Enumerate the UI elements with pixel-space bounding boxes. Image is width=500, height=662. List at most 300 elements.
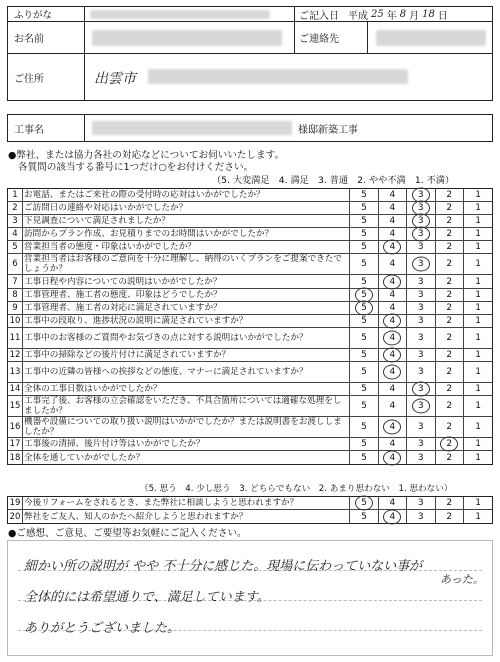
comments-heading: ●ご感想、ご意見、ご要望等お気軽にご記入ください。: [8, 528, 247, 539]
score-option-4[interactable]: [378, 328, 407, 348]
score-label: 4: [389, 203, 396, 214]
score-label: 1: [475, 383, 481, 394]
score-label: 1: [475, 439, 481, 450]
redacted-contact: [376, 30, 486, 46]
score-option-5[interactable]: [350, 510, 379, 523]
score-label: 1: [475, 366, 481, 377]
score-label: 5: [361, 203, 367, 214]
question-text: 工事後の清掃、後片付け等はいかがでしたか？: [24, 438, 350, 450]
score-option-4[interactable]: [378, 396, 407, 416]
scale-legend: （5. 大変満足 4. 満足 3. 普通 2. やや不満 1. 不満）: [212, 175, 455, 186]
selected-circle-mark: [383, 450, 401, 465]
score-option-1[interactable]: [464, 417, 493, 437]
score-option-2[interactable]: [435, 189, 464, 201]
contact-label: ご連絡先: [294, 22, 368, 53]
score-option-2[interactable]: [435, 451, 464, 464]
question-number: 15: [8, 396, 23, 416]
section2-legend: （5. 思う 4. 少し思う 3. どちらでもない 2. あまり思わない 1. 思わない）: [140, 484, 453, 494]
score-option-5[interactable]: [350, 396, 379, 416]
score-label: 1: [475, 401, 481, 412]
score-option-5[interactable]: [350, 189, 379, 201]
score-option-5[interactable]: [350, 275, 379, 287]
score-label: 1: [475, 289, 481, 300]
score-option-1[interactable]: [464, 497, 493, 509]
score-label: 3: [417, 349, 424, 360]
score-option-3[interactable]: [407, 228, 436, 240]
score-label: 3: [417, 276, 424, 287]
score-label: 4: [389, 332, 396, 343]
score-option-3[interactable]: [407, 189, 436, 201]
question-text: 営業担当者はお客様のご意向を十分に理解し、納得のいくプランをご提案できたでしょうか？: [24, 254, 350, 274]
score-option-2[interactable]: [435, 215, 464, 227]
score-option-1[interactable]: [464, 215, 493, 227]
score-label: 4: [389, 302, 396, 313]
score-option-3[interactable]: [407, 396, 436, 416]
question-text: 弊社をご友人、知人のかたへ紹介しようと思われますか？: [24, 510, 350, 523]
score-option-2[interactable]: [435, 241, 464, 253]
score-option-1[interactable]: [464, 189, 493, 201]
score-label: 2: [446, 203, 453, 214]
question-text: 今後リフォームをされるとき、また弊社に相談しようと思われますか？: [24, 497, 350, 509]
score-label: 2: [446, 216, 453, 227]
score-label: 1: [475, 190, 481, 201]
question-text: 下見調査について満足されましたか？: [24, 215, 350, 227]
score-option-5[interactable]: [350, 451, 379, 464]
score-option-3[interactable]: [407, 362, 436, 382]
score-label: 3: [417, 259, 424, 270]
question-number: 14: [8, 383, 23, 395]
score-label: 1: [475, 422, 481, 433]
score-label: 5: [361, 498, 367, 509]
score-label: 2: [446, 366, 453, 377]
redacted-furigana: [90, 10, 270, 19]
score-option-4[interactable]: [378, 315, 407, 327]
score-option-3[interactable]: [407, 215, 436, 227]
selected-circle-mark: [355, 496, 373, 511]
score-label: 4: [389, 315, 396, 326]
score-option-5[interactable]: [350, 362, 379, 382]
score-option-3[interactable]: [407, 497, 436, 509]
score-option-1[interactable]: [464, 510, 493, 523]
intro-line-1: ●弊社、または協力各社の対応などについてお伺いいたします。: [8, 150, 285, 161]
score-label: 1: [475, 276, 481, 287]
question-row: [8, 362, 492, 383]
score-label: 3: [417, 289, 424, 300]
score-option-4[interactable]: [378, 510, 407, 523]
score-label: 4: [389, 349, 396, 360]
score-option-4[interactable]: [378, 497, 407, 509]
question-text: 訪問からプラン作成、お見積りまでのお時間はいかがでしたか？: [24, 228, 350, 240]
score-label: 3: [417, 216, 424, 227]
question-row: [8, 349, 492, 362]
project-suffix: 様邸新築工事: [298, 124, 358, 136]
score-option-2[interactable]: [435, 417, 464, 437]
question-row: [8, 228, 492, 241]
comment-line-1: 細かい所の説明が やや 不十分に感じた。現場に伝わっていない事が: [24, 559, 423, 574]
question-row: [8, 275, 492, 288]
question-number: 13: [8, 362, 23, 382]
score-label: 5: [361, 276, 367, 287]
score-label: 3: [417, 315, 424, 326]
score-option-4[interactable]: [378, 189, 407, 201]
score-label: 3: [417, 229, 424, 240]
score-label: 4: [389, 289, 396, 300]
comments-box: [7, 540, 493, 656]
score-label: 1: [475, 259, 481, 270]
score-label: 4: [389, 229, 396, 240]
score-label: 1: [475, 498, 481, 509]
question-row: [8, 396, 492, 417]
question-row: [8, 302, 492, 315]
score-label: 2: [446, 383, 453, 394]
score-option-4[interactable]: [378, 241, 407, 253]
question-number: 7: [8, 275, 23, 287]
score-option-2[interactable]: [435, 315, 464, 327]
score-option-4[interactable]: [378, 202, 407, 214]
score-option-1[interactable]: [464, 349, 493, 361]
question-number: 8: [8, 289, 23, 301]
score-label: 2: [446, 349, 453, 360]
score-label: 4: [389, 401, 396, 412]
score-label: 2: [446, 259, 453, 270]
date-label: ご記入日: [299, 10, 339, 22]
score-option-2[interactable]: [435, 228, 464, 240]
score-label: 5: [361, 511, 367, 522]
question-number: 17: [8, 438, 23, 450]
question-number: 2: [8, 202, 23, 214]
score-label: 2: [446, 452, 453, 463]
score-label: 3: [417, 498, 424, 509]
question-number: 3: [8, 215, 23, 227]
comment-line-1b: あった。: [440, 573, 484, 586]
score-label: 3: [417, 302, 424, 313]
address-label: ご住所: [8, 54, 85, 100]
date-year-unit: 年: [386, 10, 397, 22]
question-text: ご訪問日の連絡や対応はいかがでしたか？: [24, 202, 350, 214]
question-text: 工事中の近隣の皆様への挨拶などの態度、マナーに満足されていますか？: [24, 362, 350, 382]
score-label: 3: [417, 203, 424, 214]
score-label: 1: [475, 242, 481, 253]
score-option-4[interactable]: [378, 302, 407, 314]
question-row: [8, 289, 492, 302]
score-label: 1: [475, 315, 481, 326]
score-option-4[interactable]: [378, 349, 407, 361]
score-label: 2: [446, 498, 453, 509]
selected-circle-mark: [412, 399, 430, 414]
score-label: 4: [389, 190, 396, 201]
score-option-4[interactable]: [378, 362, 407, 382]
score-option-5[interactable]: [350, 417, 379, 437]
redacted-name: [92, 30, 282, 46]
question-text: 工事完了後、お客様の立会確認をいただき、不具合箇所については適確な処理をしましたか？: [24, 396, 350, 416]
address-value: 出雲市: [94, 71, 136, 87]
date-field: [294, 7, 495, 21]
selected-circle-mark: [383, 274, 401, 289]
score-option-2[interactable]: [435, 302, 464, 314]
selected-circle-mark: [383, 330, 401, 345]
score-label: 5: [361, 315, 367, 326]
score-option-1[interactable]: [464, 254, 493, 274]
score-label: 4: [389, 422, 396, 433]
score-option-3[interactable]: [407, 289, 436, 301]
score-option-5[interactable]: [350, 349, 379, 361]
project-label: 工事名: [8, 115, 85, 141]
score-label: 4: [389, 511, 396, 522]
score-label: 1: [475, 216, 481, 227]
question-text: 工事日程や内容についての説明はいかがでしたか？: [24, 275, 350, 287]
score-label: 3: [417, 242, 424, 253]
question-number: 4: [8, 228, 23, 240]
question-number: 18: [8, 451, 23, 464]
question-row: [8, 497, 492, 510]
score-label: 5: [361, 259, 367, 270]
question-row: [8, 383, 492, 396]
question-row: [8, 417, 492, 438]
score-option-2[interactable]: [435, 328, 464, 348]
score-option-2[interactable]: [435, 510, 464, 523]
score-label: 2: [446, 289, 453, 300]
selected-circle-mark: [412, 227, 430, 242]
score-label: 4: [389, 452, 396, 463]
score-label: 5: [361, 452, 367, 463]
comment-line-3: ありがとうございました。: [24, 621, 181, 636]
score-label: 2: [446, 276, 453, 287]
score-option-1[interactable]: [464, 315, 493, 327]
score-option-1[interactable]: [464, 202, 493, 214]
question-number: 6: [8, 254, 23, 274]
recommendation-table: [7, 496, 493, 524]
score-option-2[interactable]: [435, 396, 464, 416]
score-option-4[interactable]: [378, 228, 407, 240]
score-option-1[interactable]: [464, 383, 493, 395]
score-option-3[interactable]: [407, 328, 436, 348]
score-label: 5: [361, 366, 367, 377]
score-option-5[interactable]: [350, 241, 379, 253]
selected-circle-mark: [412, 381, 430, 396]
score-option-2[interactable]: [435, 275, 464, 287]
score-label: 2: [446, 315, 453, 326]
furigana-label: ふりがな: [8, 7, 85, 21]
score-option-3[interactable]: [407, 438, 436, 450]
score-option-2[interactable]: [435, 289, 464, 301]
question-text: 工事中の段取り、進捗状況の説明に満足されていますか？: [24, 315, 350, 327]
selected-circle-mark: [383, 347, 401, 362]
score-label: 4: [389, 259, 396, 270]
satisfaction-table: [7, 188, 493, 465]
score-label: 4: [389, 439, 396, 450]
question-number: 5: [8, 241, 23, 253]
score-label: 5: [361, 190, 367, 201]
question-row: [8, 241, 492, 254]
selected-circle-mark: [383, 313, 401, 328]
selected-circle-mark: [383, 240, 401, 255]
score-label: 5: [361, 349, 367, 360]
score-option-3[interactable]: [407, 417, 436, 437]
score-option-1[interactable]: [464, 451, 493, 464]
selected-circle-mark: [383, 509, 401, 524]
score-label: 5: [361, 289, 367, 300]
score-label: 1: [475, 452, 481, 463]
score-option-1[interactable]: [464, 328, 493, 348]
score-option-2[interactable]: [435, 254, 464, 274]
score-label: 3: [417, 332, 424, 343]
score-label: 3: [417, 401, 424, 412]
question-number: 1: [8, 189, 23, 201]
question-text: 営業担当者の態度・印象はいかがでしたか？: [24, 241, 350, 253]
score-option-2[interactable]: [435, 383, 464, 395]
question-text: 全体の工事日数はいかがでしたか？: [24, 383, 350, 395]
score-label: 1: [475, 349, 481, 360]
score-option-1[interactable]: [464, 362, 493, 382]
intro-line-2: 各質問の該当する番号に1つだけ○をお付けください。: [18, 162, 254, 173]
question-text: 工事管理者、施工者の態度、印象はどうでしたか？: [24, 289, 350, 301]
score-option-5[interactable]: [350, 315, 379, 327]
score-option-3[interactable]: [407, 254, 436, 274]
score-label: 3: [417, 439, 424, 450]
score-option-2[interactable]: [435, 349, 464, 361]
score-option-5[interactable]: [350, 328, 379, 348]
score-label: 4: [389, 383, 396, 394]
score-option-4[interactable]: [378, 383, 407, 395]
score-option-5[interactable]: [350, 254, 379, 274]
score-label: 2: [446, 439, 453, 450]
redacted-project-name: [92, 121, 292, 135]
score-label: 5: [361, 242, 367, 253]
date-day-unit: 日: [437, 10, 448, 22]
score-label: 2: [446, 229, 453, 240]
date-month-unit: 月: [409, 10, 420, 22]
score-label: 1: [475, 332, 481, 343]
score-label: 2: [446, 302, 453, 313]
score-label: 4: [389, 216, 396, 227]
score-option-3[interactable]: [407, 383, 436, 395]
score-option-3[interactable]: [407, 451, 436, 464]
score-option-3[interactable]: [407, 315, 436, 327]
question-number: 10: [8, 315, 23, 327]
question-text: 工事中の掃除などの後片付けに満足されていますか？: [24, 349, 350, 361]
question-number: 19: [8, 497, 23, 509]
score-option-1[interactable]: [464, 302, 493, 314]
question-text: お電話、またはご来社の際の受付時の応対はいかがでしたか？: [24, 189, 350, 201]
score-option-1[interactable]: [464, 228, 493, 240]
project-block: [7, 114, 493, 142]
score-option-2[interactable]: [435, 202, 464, 214]
customer-info-block: [7, 6, 493, 101]
score-option-3[interactable]: [407, 510, 436, 523]
score-label: 4: [389, 498, 396, 509]
score-label: 3: [417, 422, 424, 433]
name-row: [8, 22, 492, 54]
score-option-4[interactable]: [378, 254, 407, 274]
score-label: 3: [417, 190, 424, 201]
score-label: 1: [475, 203, 481, 214]
score-label: 2: [446, 511, 453, 522]
question-row: [8, 315, 492, 328]
score-option-3[interactable]: [407, 275, 436, 287]
score-label: 1: [475, 302, 481, 313]
question-number: 12: [8, 349, 23, 361]
question-row: [8, 328, 492, 349]
score-option-5[interactable]: [350, 289, 379, 301]
score-label: 2: [446, 242, 453, 253]
date-month: 8: [399, 8, 407, 20]
score-label: 4: [389, 366, 396, 377]
score-option-3[interactable]: [407, 202, 436, 214]
score-option-1[interactable]: [464, 289, 493, 301]
question-number: 16: [8, 417, 23, 437]
score-option-5[interactable]: [350, 215, 379, 227]
score-option-5[interactable]: [350, 228, 379, 240]
score-option-5[interactable]: [350, 202, 379, 214]
project-row: [8, 115, 492, 141]
score-option-1[interactable]: [464, 275, 493, 287]
score-option-1[interactable]: [464, 438, 493, 450]
redacted-address: [148, 69, 408, 84]
score-label: 1: [475, 511, 481, 522]
date-day: 18: [422, 8, 435, 20]
score-option-5[interactable]: [350, 383, 379, 395]
score-option-4[interactable]: [378, 417, 407, 437]
score-label: 5: [361, 229, 367, 240]
question-number: 11: [8, 328, 23, 348]
score-label: 4: [389, 276, 396, 287]
selected-circle-mark: [355, 300, 373, 315]
score-option-2[interactable]: [435, 497, 464, 509]
score-option-3[interactable]: [407, 241, 436, 253]
score-option-1[interactable]: [464, 396, 493, 416]
date-era: 平成: [348, 10, 368, 22]
address-row: [8, 54, 492, 100]
score-option-4[interactable]: [378, 438, 407, 450]
score-label: 3: [417, 452, 424, 463]
score-option-3[interactable]: [407, 349, 436, 361]
question-row: [8, 438, 492, 451]
score-option-4[interactable]: [378, 289, 407, 301]
question-text: 機器や設備についての取り扱い説明はいかがでしたか？または説明書をお渡ししましたか？: [24, 417, 350, 437]
name-label: お名前: [8, 22, 85, 53]
score-label: 5: [361, 439, 367, 450]
score-option-2[interactable]: [435, 438, 464, 450]
score-option-4[interactable]: [378, 451, 407, 464]
score-label: 5: [361, 332, 367, 343]
selected-circle-mark: [440, 437, 458, 452]
score-label: 5: [361, 216, 367, 227]
score-option-4[interactable]: [378, 215, 407, 227]
question-number: 20: [8, 510, 23, 523]
question-row: [8, 451, 492, 464]
score-label: 2: [446, 401, 453, 412]
score-option-2[interactable]: [435, 362, 464, 382]
score-option-3[interactable]: [407, 302, 436, 314]
score-option-4[interactable]: [378, 275, 407, 287]
score-label: 1: [475, 229, 481, 240]
date-year: 25: [371, 8, 384, 20]
question-text: 工事中のお客様のご質問やお気づきの点に対する説明はいかがでしたか？: [24, 328, 350, 348]
score-label: 5: [361, 422, 367, 433]
score-label: 2: [446, 190, 453, 201]
score-label: 5: [361, 302, 367, 313]
selected-circle-mark: [412, 257, 430, 272]
score-option-5[interactable]: [350, 438, 379, 450]
score-label: 2: [446, 422, 453, 433]
score-label: 4: [389, 242, 396, 253]
score-label: 3: [417, 383, 424, 394]
score-option-1[interactable]: [464, 241, 493, 253]
score-option-5[interactable]: [350, 302, 379, 314]
question-number: 9: [8, 302, 23, 314]
score-option-5[interactable]: [350, 497, 379, 509]
score-label: 3: [417, 366, 424, 377]
